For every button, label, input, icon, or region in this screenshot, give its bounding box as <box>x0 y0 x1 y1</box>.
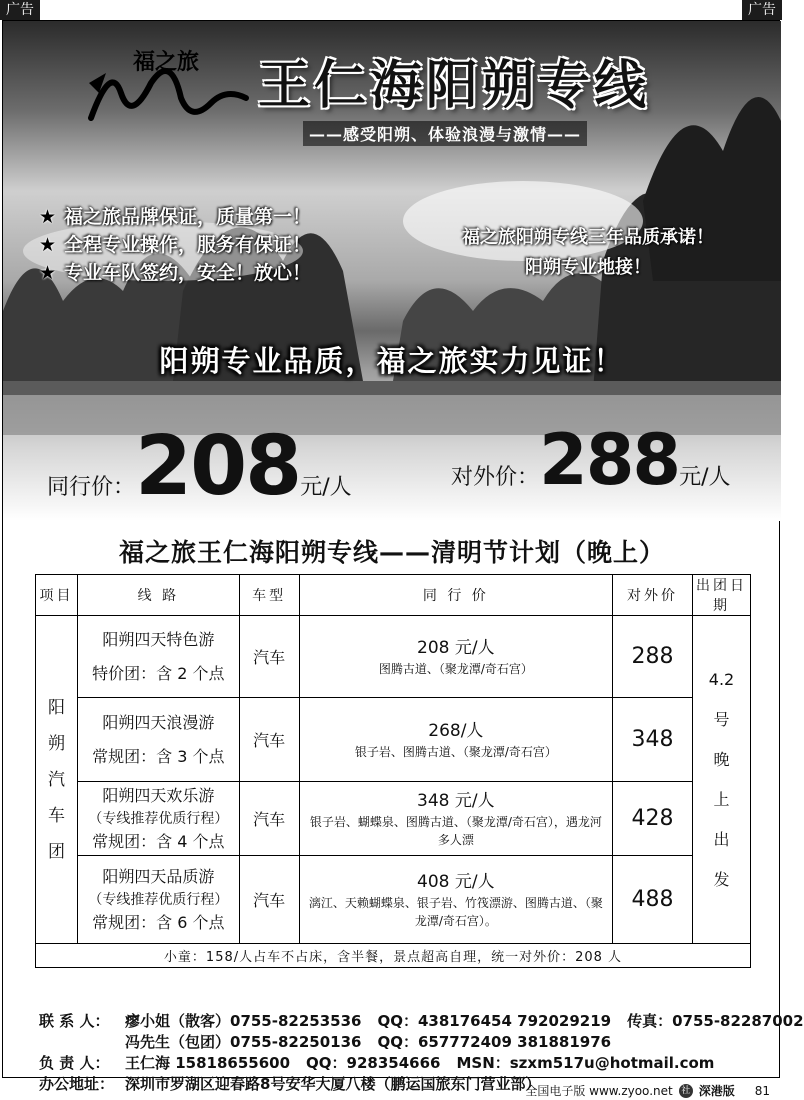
feature-item <box>39 203 311 231</box>
route-name: 阳朔四天浪漫游 <box>102 712 215 732</box>
qq-3: QQ：928354666 <box>306 1054 441 1072</box>
page-title: 王仁海阳朔专线 <box>258 56 651 116</box>
note-row <box>36 944 751 968</box>
price-cell <box>299 782 612 856</box>
contact-row-2 <box>39 1032 804 1053</box>
public-price-cell: 428 <box>613 782 693 856</box>
route-type: 常规团：含 4 个点 <box>92 831 225 851</box>
header-trade-price: 同 行 价 <box>299 575 612 616</box>
route-name: 阳朔四天特色游 <box>102 629 215 649</box>
car-cell: 汽车 <box>239 616 299 698</box>
price-cell <box>299 856 612 944</box>
header-car: 车型 <box>239 575 299 616</box>
feature-list <box>39 203 311 287</box>
route-sub: （专线推荐优质行程） <box>88 810 229 827</box>
publisher-badge-icon: 社 <box>679 1084 693 1098</box>
trade-price-block <box>47 419 352 519</box>
qq-1: QQ：438176454 792029219 <box>377 1012 612 1030</box>
route-type: 常规团：含 3 个点 <box>92 746 225 766</box>
manager-label: 负 责 人： <box>39 1054 110 1072</box>
public-price-block <box>451 419 731 519</box>
contact-2: 冯先生（包团）0755-82250136 <box>125 1033 362 1051</box>
star-icon: ★ <box>39 262 57 284</box>
edition-label: 深港版 <box>698 1084 735 1098</box>
route-sub: （专线推荐优质行程） <box>88 891 229 908</box>
feature-text: 福之旅品牌保证，质量第一！ <box>64 206 312 228</box>
hero-banner <box>3 21 781 521</box>
route-name: 阳朔四天品质游 <box>102 866 215 886</box>
route-type: 常规团：含 6 个点 <box>92 912 225 932</box>
header-public-price: 对外价 <box>613 575 693 616</box>
star-icon: ★ <box>39 234 57 256</box>
quality-promise <box>413 223 763 283</box>
plan-title: 福之旅王仁海阳朔专线——清明节计划（晚上） <box>118 538 665 567</box>
route-type: 特价团：含 2 个点 <box>92 663 225 683</box>
public-price-label: 对外价： <box>451 465 540 490</box>
fax: 传真：0755-82287002 <box>627 1012 804 1030</box>
page-number: 81 <box>754 1083 770 1098</box>
included-spots: 图腾古道、（聚龙潭/奇石宫） <box>378 661 533 676</box>
manager-row <box>39 1053 804 1074</box>
child-price-note: 小童：158/人占车不占床，含半餐，景点超高自理，统一对外价：208 人 <box>36 944 751 968</box>
table-row <box>36 698 751 782</box>
included-spots: 银子岩、蝴蝶泉、图腾古道、（聚龙潭/奇石宫），遇龙河多人漂 <box>309 814 602 847</box>
ad-tag-left: 广告 <box>0 0 40 20</box>
contact-1: 瘳小姐（散客）0755-82253536 <box>125 1012 362 1030</box>
departure-cell: 4.2号晚上出发 <box>692 616 750 944</box>
public-price-cell: 488 <box>613 856 693 944</box>
public-price-cell: 288 <box>613 616 693 698</box>
table-header-row <box>36 575 751 616</box>
route-cell <box>77 616 239 698</box>
price-cell <box>299 698 612 782</box>
feature-text: 专业车队签约，安全！放心！ <box>64 262 312 284</box>
header-departure: 出团日期 <box>692 575 750 616</box>
promise-line-1: 福之旅阳朔专线三年品质承诺！ <box>462 227 714 248</box>
route-cell <box>77 856 239 944</box>
address: 深圳市罗湖区迎春路8号安华大厦八楼（鹏运国旅东门营业部） <box>125 1075 541 1093</box>
star-icon: ★ <box>39 206 57 228</box>
price-cell <box>299 616 612 698</box>
trade-price-unit: 元/人 <box>300 475 352 500</box>
site-url: 全国电子版 www.zyoo.net <box>525 1084 673 1098</box>
route-cell <box>77 782 239 856</box>
included-spots: 漓江、天赖蝴蝶泉、银子岩、竹筏漂游、图腾古道、（聚龙潭/奇石宫）。 <box>308 895 603 928</box>
promise-line-2: 阳朔专业地接！ <box>525 257 651 278</box>
car-cell: 汽车 <box>239 856 299 944</box>
page-footer <box>525 1082 770 1099</box>
manager: 王仁海 15818655600 <box>125 1054 291 1072</box>
schedule-table <box>35 574 751 968</box>
table-row <box>36 782 751 856</box>
trade-price-value: 208 <box>135 419 301 514</box>
logo-text: 福之旅 <box>133 49 200 75</box>
page-subtitle: ——感受阳朔、体验浪漫与激情—— <box>303 121 587 146</box>
table-row <box>36 856 751 944</box>
feature-item <box>39 259 311 287</box>
trade-price: 268/人 <box>428 720 484 741</box>
trade-price: 208 元/人 <box>417 637 495 658</box>
header-route: 线 路 <box>77 575 239 616</box>
contact-row-1 <box>39 1011 804 1032</box>
ad-tag-right: 广告 <box>742 0 782 20</box>
msn: MSN：szxm517u@hotmail.com <box>456 1054 715 1072</box>
included-spots: 银子岩、图腾古道、（聚龙潭/奇石宫） <box>354 744 557 759</box>
table-row <box>36 616 751 698</box>
route-cell <box>77 698 239 782</box>
header-item: 项目 <box>36 575 78 616</box>
slogan: 阳朔专业品质，福之旅实力见证！ <box>159 344 625 378</box>
contact-label: 联 系 人： <box>39 1012 110 1030</box>
trade-price-label: 同行价： <box>47 475 136 500</box>
public-price-value: 288 <box>539 419 680 501</box>
feature-item <box>39 231 311 259</box>
public-price-unit: 元/人 <box>679 465 731 490</box>
feature-text: 全程专业操作，服务有保证！ <box>64 234 312 256</box>
trade-price: 408 元/人 <box>417 871 495 892</box>
qq-2: QQ：657772409 381881976 <box>377 1033 612 1051</box>
car-cell: 汽车 <box>239 782 299 856</box>
car-cell: 汽车 <box>239 698 299 782</box>
address-label: 办公地址： <box>39 1075 115 1093</box>
route-name: 阳朔四天欢乐游 <box>102 785 215 805</box>
trade-price: 348 元/人 <box>417 790 495 811</box>
public-price-cell: 348 <box>613 698 693 782</box>
group-cell: 阳朔汽车团 <box>36 616 78 944</box>
